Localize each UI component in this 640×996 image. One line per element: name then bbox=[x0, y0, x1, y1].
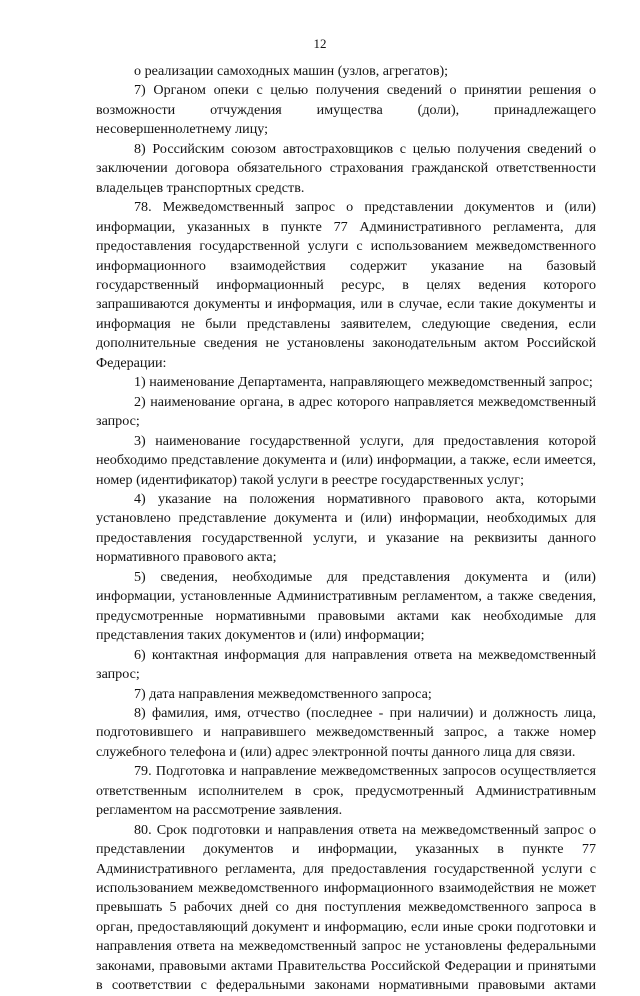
paragraph: 80. Срок подготовки и направления ответа на межведомственный запрос о представлении документов и информации, указанных в пункте 77 Административного регламента, для предоставления государственной услуги с использованием межведомственного информационного взаимодействия не может превышать 5 рабочих дней со дня поступления межведомственного запроса в орган, предоставляющий документ и информацию, если иные сроки подготовки и направления ответа на межведомственный запрос не установлены федеральными законами, правовыми актами Правительства Российской Федерации и принятыми в соответствии с федеральными законами нормативными правовыми актами bbox=[96, 821, 596, 994]
paragraph: 78. Межведомственный запрос о представлении документов и (или) информации, указанных в пункте 77 Административного регламента, для предоставления государственной услуги с использованием межведомственного информационного взаимодействия содержит указание на базовый государственный информационный ресурс, в целях ведения которого запрашиваются документы и информация, или в случае, если такие документы и информация не были представлены заявителем, следующие сведения, если дополнительные сведения не установлены законодательным актом Российской Федерации: bbox=[96, 199, 596, 371]
page-number: 12 bbox=[313, 36, 327, 51]
paragraph: 8) фамилия, имя, отчество (последнее - при наличии) и должность лица, подготовившего и направившего межведомственный запрос, а также номер служебного телефона и (или) адрес электронной почты данного лица для связи. bbox=[96, 704, 596, 760]
paragraph: 3) наименование государственной услуги, для предоставления которой необходимо представление документа и (или) информации, а также, если имеется, номер (идентификатор) такой услуги в реестре государственных услуг; bbox=[96, 432, 596, 488]
paragraph: 79. Подготовка и направление межведомственных запросов осуществляется ответственным исполнителем в срок, предусмотренный Административным регламентом на рассмотрение заявления. bbox=[96, 763, 596, 819]
document-body bbox=[96, 62, 596, 996]
paragraph: 2) наименование органа, в адрес которого направляется межведомственный запрос; bbox=[96, 393, 596, 430]
paragraph: 6) контактная информация для направления ответа на межведомственный запрос; bbox=[96, 646, 596, 683]
paragraph: 4) указание на положения нормативного правового акта, которыми установлено представление документа и (или) информации, необходимых для предоставления государственной услуги, и указание на реквизиты данного нормативного правового акта; bbox=[96, 490, 596, 566]
paragraph: 7) дата направления межведомственного запроса; bbox=[134, 685, 432, 702]
paragraph: 8) Российским союзом автостраховщиков с целью получения сведений о заключении договора обязательного страхования гражданской ответственности владельцев транспортных средств. bbox=[96, 140, 596, 196]
paragraph: о реализации самоходных машин (узлов, агрегатов); bbox=[134, 63, 449, 79]
paragraph: 1) наименование Департамента, направляющего межведомственный запрос; bbox=[134, 374, 593, 391]
paragraph: 7) Органом опеки с целью получения сведений о принятии решения о возможности отчуждения имущества (доли), принадлежащего несовершеннолетнему лицу; bbox=[96, 82, 596, 138]
paragraph: 5) сведения, необходимые для представления документа и (или) информации, установленные Административным регламентом, а также сведения, предусмотренные нормативными правовыми актами как необходимые для представления таких документов и (или) информации; bbox=[96, 568, 596, 644]
